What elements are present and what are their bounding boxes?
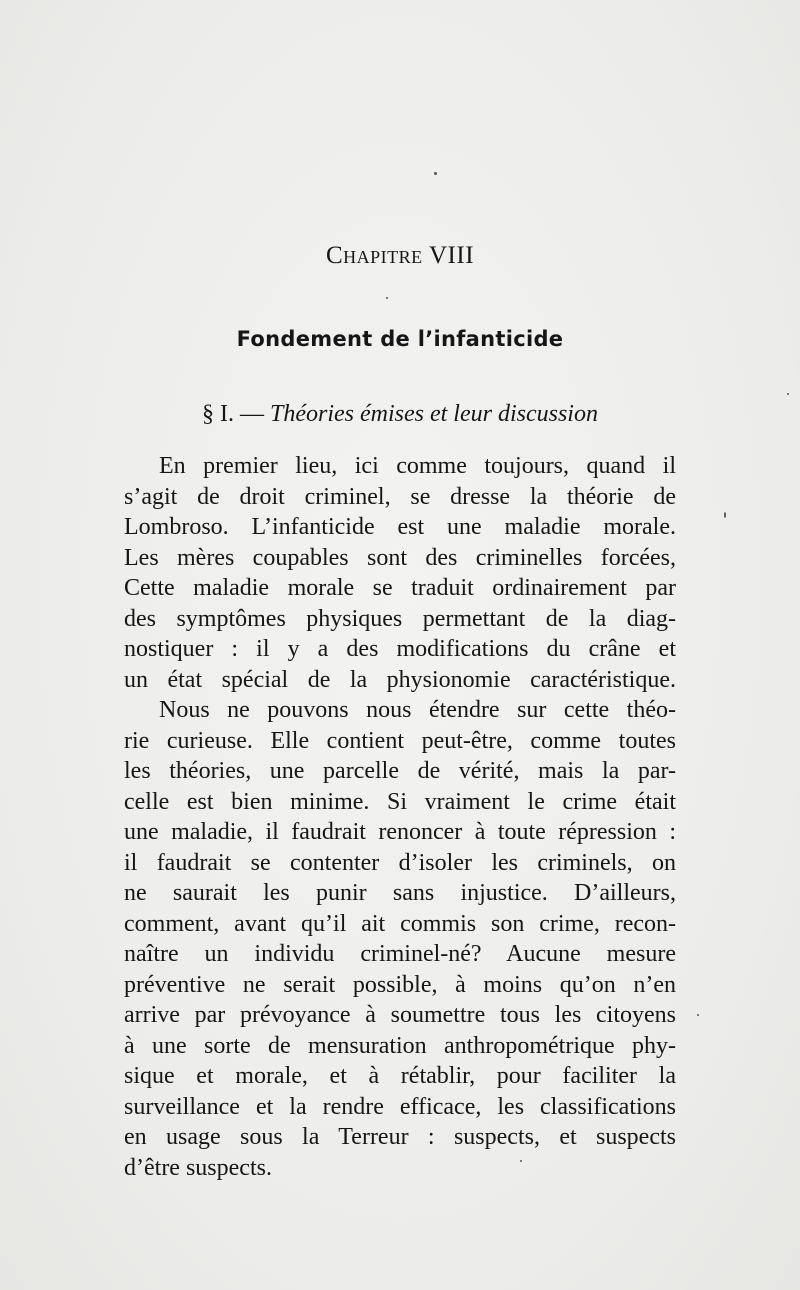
text-line: nostiquer : il y a des modifications du crâne et [124, 636, 676, 662]
page-speck [697, 1014, 699, 1016]
text-line: à une sorte de mensuration anthropométrique phy- [124, 1032, 676, 1059]
text-line: s’agit de droit criminel, se dresse la théorie de [124, 483, 676, 510]
text-line: d’être suspects. [124, 1154, 272, 1181]
text-line: les théories, une parcelle de vérité, mais la par- [124, 758, 676, 784]
chapter-number: VIII [428, 242, 475, 269]
text-line: naître un individu criminel-né? Aucune mesure [124, 941, 676, 967]
page-speck [386, 297, 388, 299]
page-speck [724, 512, 726, 518]
text-line: Lombroso. L’infanticide est une maladie morale. [124, 514, 676, 540]
text-line: préventive ne serait possible, à moins qu’on n’en [124, 971, 676, 998]
text-line: surveillance et la rendre efficace, les classifications [124, 1093, 676, 1120]
text-line: en usage sous la Terreur : suspects, et suspects [124, 1124, 676, 1150]
text-line: arrive par prévoyance à soumettre tous les citoyens [124, 1002, 676, 1028]
text-line: Nous ne pouvons nous étendre sur cette théo- [159, 697, 676, 723]
paragraph-1 [124, 451, 676, 695]
chapter-label: Chapitre [325, 242, 423, 269]
text-line: En premier lieu, ici comme toujours, quand il [159, 453, 676, 479]
paragraph-2 [124, 695, 676, 1183]
section-title: Théories émises et leur discussion [270, 401, 598, 427]
text-line: une maladie, il faudrait renoncer à toute répression : [124, 819, 676, 845]
text-line: des symptômes physiques permettant de la diag- [124, 605, 676, 632]
text-line: un état spécial de la physionomie caractéristique. [124, 666, 676, 693]
text-line: rie curieuse. Elle contient peut-être, comme toutes [124, 727, 676, 754]
body-text [124, 451, 676, 1183]
text-line: Cette maladie morale se traduit ordinairement par [124, 575, 676, 601]
text-line: celle est bien minime. Si vraiment le crime était [124, 788, 676, 815]
chapter-title: Fondement de l’infanticide [236, 327, 564, 351]
text-line: Les mères coupables sont des criminelles forcées, [124, 544, 676, 571]
section-heading [0, 401, 800, 428]
page-speck [434, 172, 437, 175]
chapter-heading [0, 242, 800, 270]
text-line: il faudrait se contenter d’isoler les criminels, on [124, 849, 676, 876]
section-mark: § I. — [202, 401, 264, 427]
text-line: sique et morale, et à rétablir, pour faciliter la [124, 1063, 676, 1089]
text-line: comment, avant qu’il ait commis son crime, recon- [124, 910, 676, 937]
text-line: ne saurait les punir sans injustice. D’ailleurs, [124, 880, 676, 906]
page-speck [787, 393, 789, 395]
